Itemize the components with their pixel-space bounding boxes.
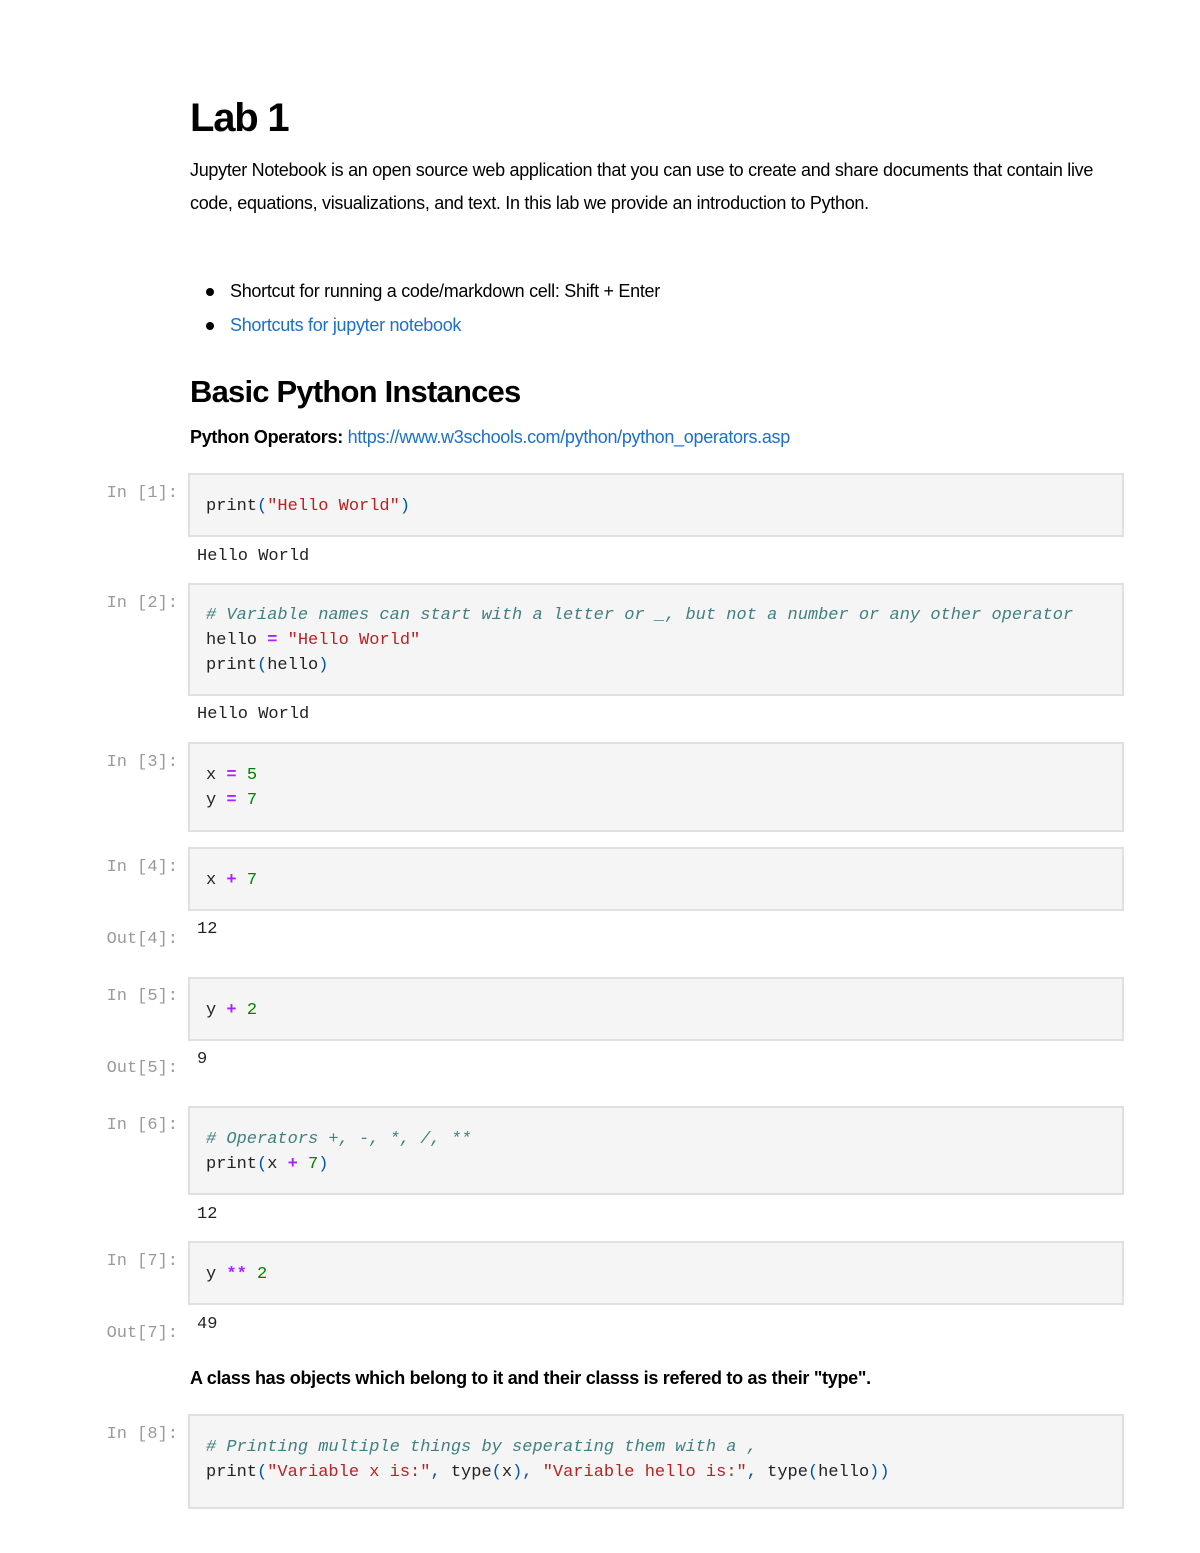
code-text: x = 5 y = 7 [206,766,258,810]
code-cell-3[interactable] [188,742,1124,832]
shortcuts-link[interactable]: Shortcuts for jupyter notebook [230,315,462,335]
in-prompt: In [2]: [106,594,178,613]
shortcut-run-cell-text: Shortcut for running a code/markdown cell: Shift + Enter [230,281,660,301]
code-cell-8[interactable] [188,1414,1124,1509]
out-prompt: Out[7]: [106,1324,178,1343]
code-text: # Variable names can start with a letter or _, but not a number or any other operator hello = "Hello World" print(hello) [206,606,1074,675]
cell-output: 49 [197,1315,218,1334]
notebook-title-block [190,94,1120,142]
list-item [190,308,1120,342]
cell-output: Hello World [197,705,310,724]
code-text: # Printing multiple things by seperating them with a , print("Variable x is:", type(x), "Variable hello is:", type(hello)) [206,1438,890,1482]
code-cell-5[interactable] [188,977,1124,1041]
cell-output: 12 [197,920,218,939]
section-title-block [190,372,1120,412]
code-text: y ** 2 [206,1265,268,1284]
code-cell-1[interactable] [188,473,1124,537]
operators-label: Python Operators: [190,427,343,447]
page-title: Lab 1 [190,96,289,140]
operators-link[interactable]: https://www.w3schools.com/python/python_operators.asp [347,427,790,447]
code-cell-6[interactable] [188,1106,1124,1195]
code-cell-4[interactable] [188,847,1124,911]
in-prompt: In [5]: [106,987,178,1006]
in-prompt: In [1]: [106,484,178,503]
shortcuts-list-block [190,274,1120,342]
out-prompt: Out[5]: [106,1059,178,1078]
list-item [190,274,1120,308]
cell-output: Hello World [197,547,310,566]
code-text: print("Hello World") [206,497,411,516]
in-prompt: In [3]: [106,753,178,772]
in-prompt: In [6]: [106,1116,178,1135]
cell-output: 12 [197,1205,218,1224]
code-cell-2[interactable] [188,583,1124,696]
class-note-block [190,1362,1120,1395]
out-prompt: Out[4]: [106,930,178,949]
in-prompt: In [8]: [106,1425,178,1444]
cell-output: 9 [197,1050,208,1069]
intro-block [190,154,1120,220]
operators-line-block [190,421,1120,454]
code-text: # Operators +, -, *, /, ** print(x + 7) [206,1130,472,1174]
code-cell-7[interactable] [188,1241,1124,1305]
bullet-icon [206,322,214,330]
bullet-icon [206,288,214,296]
in-prompt: In [7]: [106,1252,178,1271]
code-text: y + 2 [206,1001,258,1020]
code-text: x + 7 [206,871,258,890]
in-prompt: In [4]: [106,858,178,877]
shortcuts-list [190,274,1120,342]
section-title: Basic Python Instances [190,374,521,409]
intro-paragraph: Jupyter Notebook is an open source web application that you can use to create and share documents that contain live code, equations, visualizations, and text. In this lab we provide an introduction to Python. [190,160,1094,213]
operators-line [190,421,1120,454]
class-note: A class has objects which belong to it and their classs is refered to as their "type". [190,1368,871,1388]
